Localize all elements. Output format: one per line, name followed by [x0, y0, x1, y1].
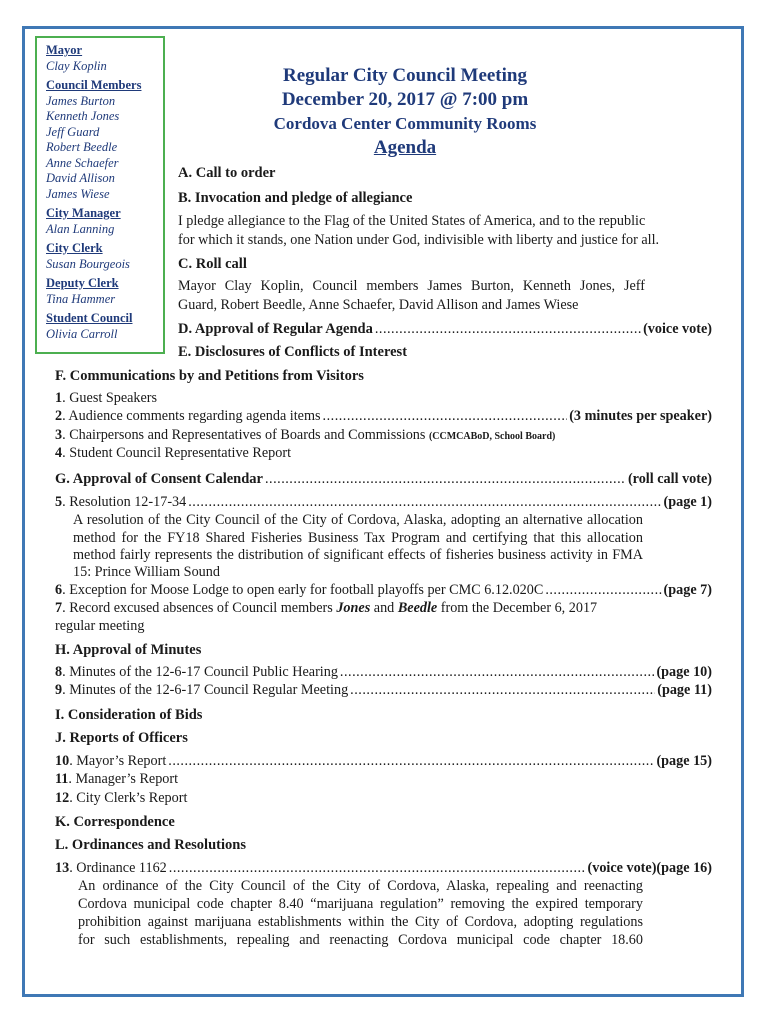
item-number: 1 [55, 390, 63, 406]
sidebar-group-manager [46, 206, 163, 237]
sidebar-name: Jeff Guard [46, 124, 100, 139]
sidebar-name: James Burton [46, 93, 116, 108]
section-g [55, 469, 712, 489]
item-6-page: (page 7) [663, 582, 712, 598]
item-text: . Student Council Representative Report [62, 445, 292, 461]
sidebar-title: Deputy Clerk [46, 276, 119, 290]
sidebar-name: Tina Hammer [46, 291, 116, 306]
item-number: 4 [55, 445, 63, 461]
leader-dots [188, 493, 661, 512]
sidebar-name: Robert Beedle [46, 140, 118, 154]
item-2-note: (3 minutes per speaker) [569, 408, 712, 424]
sidebar-name: Alan Lanning [46, 221, 115, 236]
section-c: C. Roll call [178, 256, 247, 272]
section-l: L. Ordinances and Resolutions [55, 837, 246, 853]
agenda-title-block [240, 64, 570, 160]
item-text: . Audience comments regarding agenda items [62, 408, 321, 424]
item-2 [55, 407, 712, 426]
item-number: 8 [55, 664, 63, 680]
section-d [178, 319, 712, 339]
item-number: 13 [55, 860, 70, 876]
item-1 [55, 389, 157, 408]
officials-sidebar [35, 36, 165, 354]
roll-call-line-1: Mayor Clay Koplin, Council members James Burton, Kenneth Jones, Jeff [178, 278, 645, 294]
section-b: B. Invocation and pledge of allegiance [178, 190, 413, 206]
sidebar-title: City Manager [46, 206, 121, 220]
pledge-line-1: I pledge allegiance to the Flag of the United States of America, and to the republic [178, 213, 646, 229]
sidebar-title: Mayor [46, 43, 83, 57]
leader-dots [168, 752, 654, 771]
item-number: 3 [55, 427, 63, 443]
sidebar-name: Olivia Carroll [46, 326, 118, 341]
agenda-heading: Agenda [373, 137, 437, 158]
leader-dots [265, 470, 626, 489]
item-10-page: (page 15) [656, 753, 712, 769]
sidebar-group-council [46, 78, 163, 202]
meeting-date: December 20, 2017 @ 7:00 pm [281, 89, 529, 110]
item-number: 10 [55, 753, 70, 769]
sidebar-group-mayor [46, 43, 163, 74]
item-text: . Chairpersons and Representatives of Boards and Commissions [62, 427, 426, 443]
section-d-label: D. Approval of Regular Agenda [178, 321, 373, 337]
sidebar-name: Susan Bourgeois [46, 256, 130, 271]
item-13 [55, 859, 712, 878]
leader-dots [323, 407, 568, 426]
member-jones: Jones [336, 600, 371, 616]
leader-dots [545, 581, 661, 600]
section-i: I. Consideration of Bids [55, 707, 203, 723]
section-h: H. Approval of Minutes [55, 642, 202, 658]
ordinance-desc-1: An ordinance of the City Council of the City of Cordova, Alaska, repealing and reenacting [78, 878, 643, 894]
item-8-page: (page 10) [656, 664, 712, 680]
item-number: 11 [55, 771, 69, 787]
sidebar-title: Council Members [46, 78, 142, 92]
item-text: and [370, 600, 398, 616]
item-10 [55, 752, 712, 771]
item-13-vote-page: (voice vote)(page 16) [587, 860, 712, 876]
item-number: 9 [55, 682, 63, 698]
section-f: F. Communications by and Petitions from Visitors [55, 368, 364, 384]
item-text: . Ordinance 1162 [69, 860, 167, 876]
sidebar-name: James Wiese [46, 186, 110, 201]
item-9 [55, 681, 712, 700]
item-number: 5 [55, 494, 63, 510]
sidebar-title: City Clerk [46, 241, 103, 255]
meeting-location: Cordova Center Community Rooms [273, 114, 537, 133]
roll-call-line-2: Guard, Robert Beedle, Anne Schaefer, David Allison and James Wiese [178, 297, 579, 313]
item-6 [55, 581, 712, 600]
item-3-note: (CCMCABoD, School Board) [428, 431, 556, 442]
leader-dots [350, 681, 655, 700]
item-text: . Guest Speakers [62, 390, 158, 406]
leader-dots [169, 859, 586, 878]
item-number: 2 [55, 408, 63, 424]
item-8 [55, 663, 712, 682]
sidebar-title: Student Council [46, 311, 133, 325]
section-g-vote: (roll call vote) [627, 471, 712, 487]
item-text: . Minutes of the 12-6-17 Council Regular Meeting [62, 682, 349, 698]
item-number: 7 [55, 600, 63, 616]
sidebar-name: Anne Schaefer [46, 155, 119, 170]
item-7 [55, 599, 597, 618]
item-text: . City Clerk’s Report [69, 790, 188, 806]
section-j: J. Reports of Officers [55, 730, 188, 746]
item-number: 12 [55, 790, 70, 806]
item-text: . Record excused absences of Council members [62, 600, 337, 616]
item-text: . Resolution 12-17-34 [62, 494, 187, 510]
section-d-vote: (voice vote) [643, 321, 712, 337]
sidebar-group-deputy [46, 276, 163, 307]
section-k: K. Correspondence [55, 814, 175, 830]
section-e: E. Disclosures of Conflicts of Interest [178, 344, 408, 360]
ordinance-desc-3: prohibition against marijuana establishments within the City of Cordova, adopting regulations [78, 914, 643, 930]
item-11 [55, 770, 178, 789]
item-5 [55, 493, 712, 512]
sidebar-name: Clay Koplin [46, 58, 107, 73]
item-text: . Exception for Moose Lodge to open early for football playoffs per CMC 6.12.020C [62, 582, 544, 598]
resolution-desc-3: method fairly represents the distribution of significant effects of fisheries business activity in FMA [73, 547, 643, 563]
item-12 [55, 789, 187, 808]
item-number: 6 [55, 582, 63, 598]
meeting-title: Regular City Council Meeting [283, 65, 527, 86]
section-g-label: G. Approval of Consent Calendar [55, 471, 263, 487]
sidebar-group-student [46, 311, 163, 342]
resolution-desc-4: 15: Prince William Sound [73, 564, 220, 580]
item-9-page: (page 11) [657, 682, 712, 698]
item-5-page: (page 1) [663, 494, 712, 510]
resolution-desc-2: method for the FY18 Shared Fisheries Business Tax Program and certifying that this allocation [73, 530, 643, 546]
item-7-continued: regular meeting [55, 618, 145, 634]
item-text: . Minutes of the 12-6-17 Council Public Hearing [62, 664, 338, 680]
ordinance-desc-4: for such establishments, repealing and reenacting Cordova municipal code chapter 18.60 [78, 932, 643, 948]
ordinance-desc-2: Cordova municipal code chapter 8.40 “marijuana regulation” removing the expired temporary [78, 896, 643, 912]
resolution-desc-1: A resolution of the City Council of the City of Cordova, Alaska, adopting an alternative allocation [73, 512, 643, 528]
item-4 [55, 444, 291, 463]
item-text: . Mayor’s Report [69, 753, 167, 769]
section-a: A. Call to order [178, 165, 276, 181]
sidebar-group-clerk [46, 241, 163, 272]
item-text: . Manager’s Report [68, 771, 179, 787]
sidebar-name: David Allison [46, 171, 115, 185]
leader-dots [340, 663, 655, 682]
pledge-line-2: for which it stands, one Nation under God, indivisible with liberty and justice for all. [178, 232, 660, 248]
member-beedle: Beedle [397, 600, 438, 616]
sidebar-name: Kenneth Jones [46, 109, 120, 123]
item-text: from the December 6, 2017 [437, 600, 598, 616]
leader-dots [375, 320, 641, 339]
